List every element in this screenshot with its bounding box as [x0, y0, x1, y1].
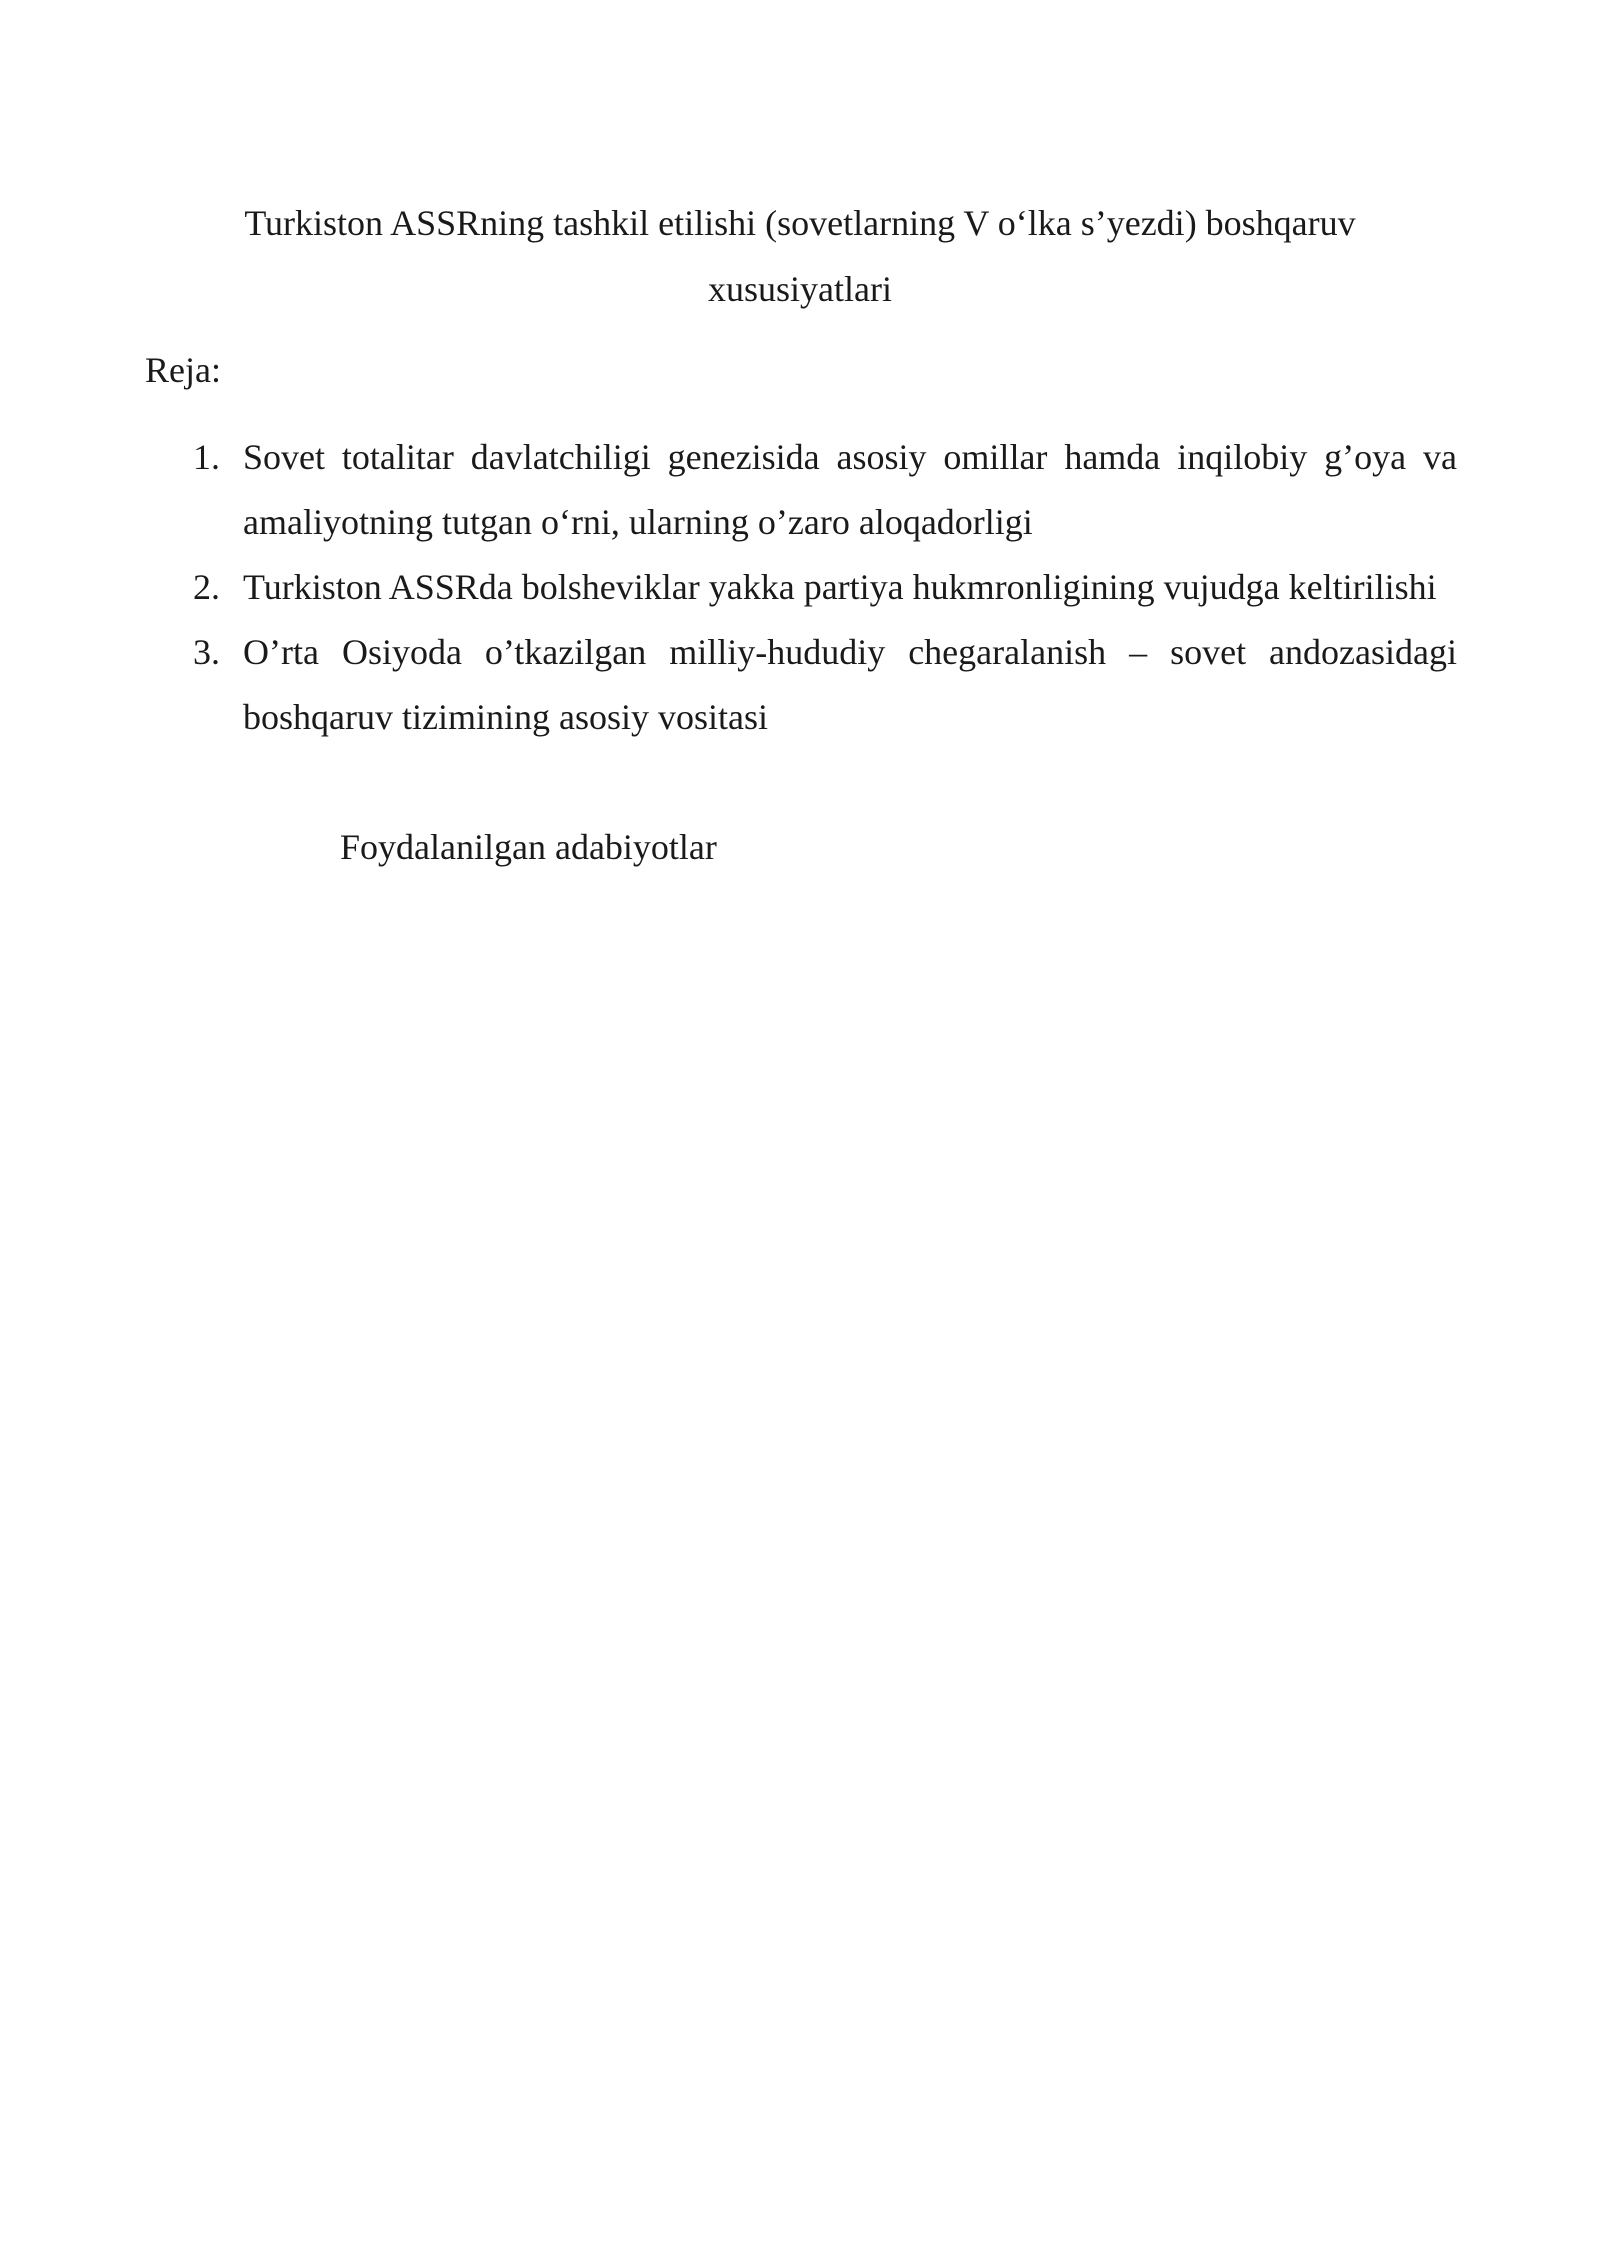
plan-item-3 [145, 620, 1457, 750]
plan-item-number: 2. [193, 567, 220, 607]
plan-list [145, 425, 1457, 750]
plan-item-number: 1. [193, 437, 220, 477]
plan-item-text: Turkiston ASSRda bolsheviklar yakka partiya hukmronligining vujudga keltirilishi [243, 567, 1437, 607]
plan-heading: Reja: [145, 350, 221, 390]
plan-item-text: Sovet totalitar davlatchiligi genezisida asosiy omillar hamda inqilobiy g’oya va amaliyotning tutgan o‘rni, ularning o’zaro aloqadorligi [243, 437, 1457, 542]
plan-item-2 [145, 555, 1457, 620]
plan-item-number: 3. [193, 632, 220, 672]
references-heading: Foydalanilgan adabiyotlar [340, 827, 717, 867]
plan-item-text: O’rta Osiyoda o’tkazilgan milliy-hududiy chegaralanish – sovet andozasidagi boshqaruv tizimining asosiy vositasi [243, 632, 1457, 737]
document-title: Turkiston ASSRning tashkil etilishi (sovetlarning V o‘lka s’yezdi) boshqaruv xususiyatlari [244, 203, 1356, 309]
plan-item-1 [145, 425, 1457, 555]
